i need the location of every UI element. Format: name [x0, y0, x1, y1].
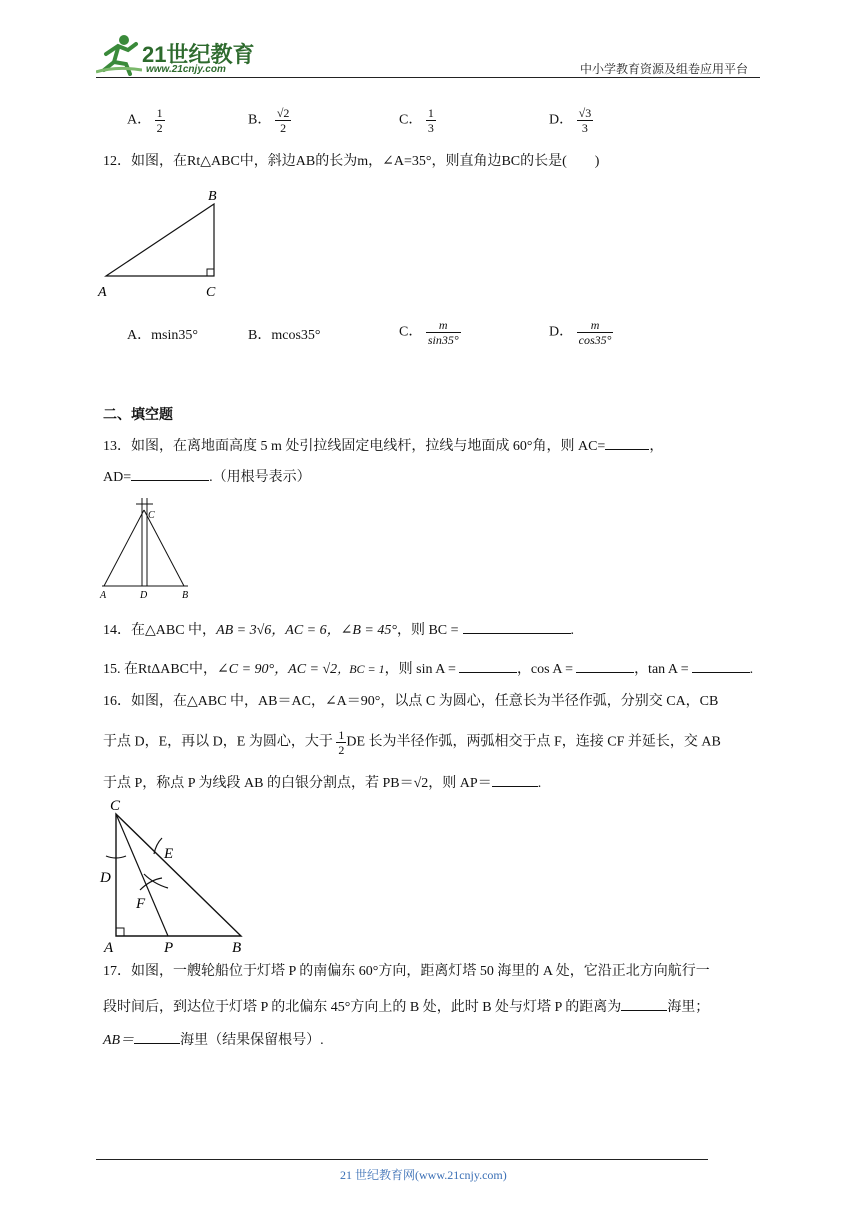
q11-option-b: B． $\frac{√2}{2}$ — [248, 106, 290, 135]
footer-link[interactable]: 21 世纪教育网(www.21cnjy.com) — [340, 1168, 507, 1182]
q16-label-e: E — [164, 846, 174, 862]
logo-text: 21世纪教育 — [142, 42, 255, 67]
q13-label-b: B — [182, 590, 189, 601]
q12-label-c: C — [206, 285, 216, 300]
q17-line2: 段时间后，到达位于灯塔 P 的北偏东 45°方向上的 B 处，此时 B 处与灯塔 P 的距离为 海里； — [103, 996, 709, 1018]
q16-label-p: P — [164, 940, 174, 956]
q12-stem: 12．如图，在Rt△ABC中，斜边AB的长为m，∠A=35°，则直角边BC的长是( ) — [103, 154, 600, 169]
q12-option-c: C． $\frac{m}{\sin 35^\circ}$ — [399, 318, 459, 347]
q11-option-a: A． $\frac{1}{2}$ — [127, 106, 163, 135]
q13-figure-pole — [96, 496, 196, 602]
q14-text: 14．在△ABC 中，AB = 3√6，AC = 6，∠B = 45°，则 BC = . — [103, 619, 574, 641]
section-title-fill-blank: 二、填空题 — [103, 406, 173, 422]
header-logo — [96, 34, 266, 78]
q16-label-b: B — [232, 940, 242, 956]
q12-label-a: A — [98, 285, 107, 300]
q16-label-a: A — [104, 940, 114, 956]
q13-label-d: D — [140, 590, 148, 601]
q13-label-a: A — [100, 590, 107, 601]
q12-figure-triangle — [96, 184, 236, 304]
q16-label-c: C — [110, 798, 121, 814]
logo-url: www.21cnjy.com — [146, 64, 226, 75]
q12-label-b: B — [208, 189, 217, 204]
q12-option-a: A．msin35° — [127, 328, 198, 343]
q12-option-d: D． $\frac{m}{\cos 35^\circ}$ — [549, 318, 612, 347]
q13-line1: 13．如图，在离地面高度 5 m 处引拉线固定电线杆，拉线与地面成 60°角，则 AC= ， — [103, 435, 663, 457]
q12-option-b: B．mcos35° — [248, 328, 321, 343]
q16-line2: 于点 D，E，再以 D，E 为圆心，大于 $\frac{1}{2}$ DE 长为半径作弧，两弧相交于点 F，连接 CF 并延长，交 AB — [103, 728, 721, 757]
q16-line3: 于点 P，称点 P 为线段 AB 的白银分割点，若 PB＝√2，则 AP＝ . — [103, 772, 541, 794]
q11-option-c: C． $\frac{1}{3}$ — [399, 106, 434, 135]
q16-line1: 16．如图，在△ABC 中，AB＝AC，∠A＝90°，以点 C 为圆心，任意长为半径作弧，分别交 CA，CB — [103, 694, 719, 709]
q11-option-d: D． $\frac{√3}{3}$ — [549, 106, 592, 135]
q17-line1: 17．如图，一艘轮船位于灯塔 P 的南偏东 60°方向，距离灯塔 50 海里的 A 处，它沿正北方向航行一 — [103, 964, 710, 979]
q13-label-c: C — [148, 510, 155, 521]
header-platform-text: 中小学教育资源及组卷应用平台 — [580, 62, 749, 76]
runner-logo-icon — [96, 34, 142, 76]
q13-line2: AD= .（用根号表示） — [103, 466, 311, 488]
q16-figure-triangle — [96, 796, 256, 956]
q16-label-d: D — [100, 870, 111, 886]
q17-line3: AB＝ 海里（结果保留根号）. — [103, 1029, 324, 1051]
q16-label-f: F — [136, 896, 146, 912]
q15-text: 15. 在RtΔABC中，∠C = 90°，AC = √2，BC = 1，则 sin A = ，cos A = ，tan A = . — [103, 658, 753, 680]
footer-rule — [96, 1159, 708, 1160]
header-rule — [96, 77, 760, 78]
